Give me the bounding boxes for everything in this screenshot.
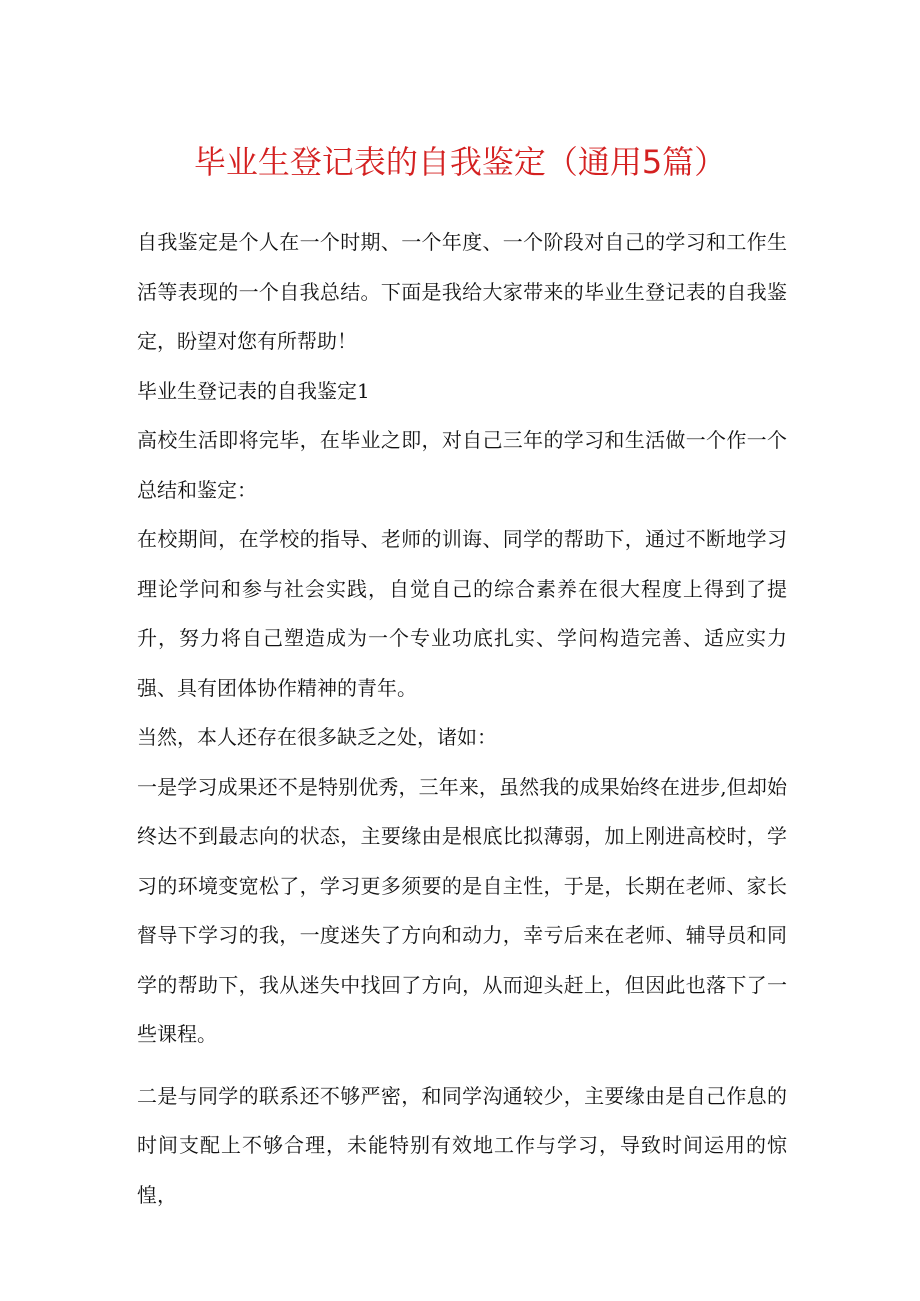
section-heading: 毕业生登记表的自我鉴定1 — [137, 378, 370, 403]
intro-paragraph: 自我鉴定是个人在一个时期、一个年度、一个阶段对自己的学习和工作生活等表现的一个自我总结。下面是我给大家带来的毕业生登记表的自我鉴定，盼望对您有所帮助！ — [137, 230, 787, 353]
body-paragraph-1: 高校生活即将完毕，在毕业之即，对自己三年的学习和生活做一个作一个总结和鉴定： — [137, 428, 787, 502]
document-title: 毕业生登记表的自我鉴定（通用5篇） — [193, 143, 727, 181]
body-paragraph-5: 二是与同学的联系还不够严密，和同学沟通较少，主要缘由是自己作息的时间支配上不够合理，未能特别有效地工作与学习，导致时间运用的惊惶， — [137, 1083, 787, 1207]
body-paragraph-3: 当然，本人还存在很多缺乏之处，诸如： — [137, 725, 497, 749]
body-paragraph-4: 一是学习成果还不是特别优秀，三年来，虽然我的成果始终在进步,但却始终达不到最志向的状态，主要缘由是根底比拟薄弱，加上刚进高校时，学习的环境变宽松了，学习更多须要的是自主性，于是，长期在老师、家长督导下学习的我，一度迷失了方向和动力，幸亏后来在老师、辅导员和同学的帮助下，我从迷失中找回了方向，从而迎头赶上，但因此也落下了一些课程。 — [137, 774, 787, 1046]
document-body — [137, 218, 787, 1220]
body-paragraph-2: 在校期间，在学校的指导、老师的训诲、同学的帮助下，通过不断地学习理论学问和参与社会实践，自觉自己的综合素养在很大程度上得到了提升，努力将自己塑造成为一个专业功底扎实、学问构造完善、适应实力强、具有团体协作精神的青年。 — [137, 527, 787, 700]
